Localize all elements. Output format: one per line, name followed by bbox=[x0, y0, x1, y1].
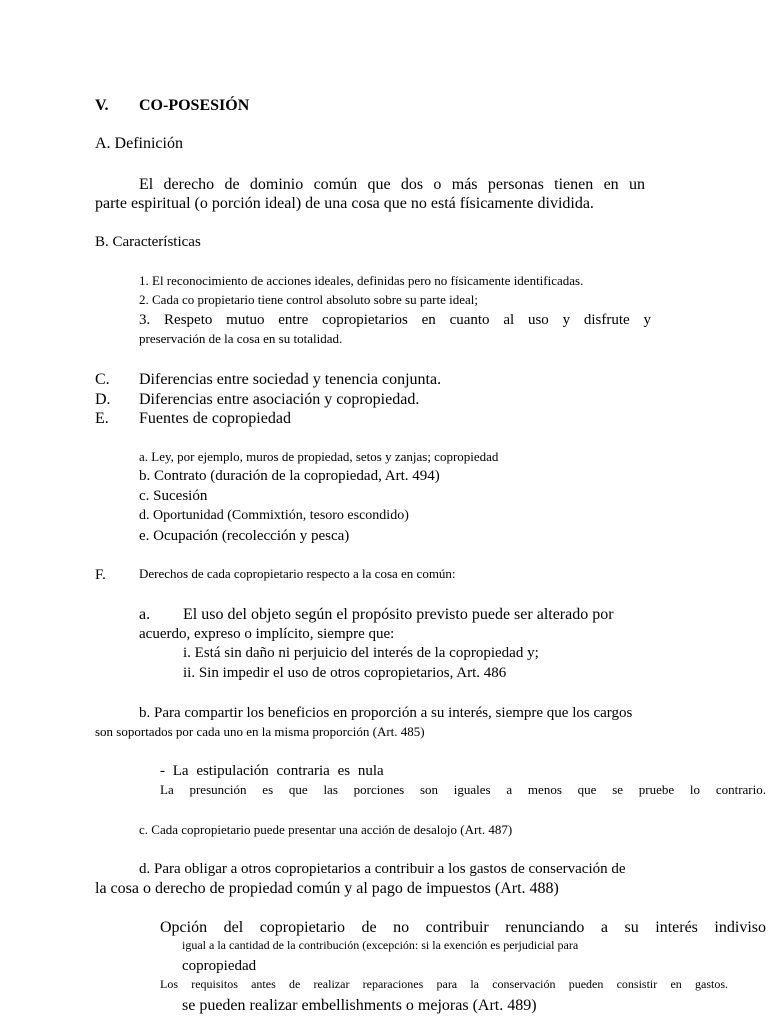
option-line-3: copropiedad bbox=[182, 958, 257, 974]
characteristic-1: 1. El reconocimiento de acciones ideales, definidas pero no físicamente identificadas. bbox=[139, 273, 584, 288]
source-e: e. Ocupación (recolección y pesca) bbox=[139, 528, 350, 544]
characteristic-3-line-1: 3. Respeto mutuo entre copropietarios en cuanto al uso y disfrute y bbox=[139, 312, 651, 328]
source-a: a. Ley, por ejemplo, muros de propiedad, setos y zanjas; copropiedad bbox=[139, 449, 499, 464]
requirements-line: Los requisitos antes de realizar reparaciones para la conservación pueden consistir en gastos. bbox=[160, 977, 728, 991]
right-b-line-2: son soportados por cada uno en la misma proporción (Art. 485) bbox=[95, 724, 425, 739]
item-e-text: Fuentes de copropiedad bbox=[139, 410, 291, 427]
right-a-label: a. bbox=[139, 606, 151, 623]
characteristic-2: 2. Cada co propietario tiene control absoluto sobre su parte ideal; bbox=[139, 292, 478, 307]
right-a-ii: ii. Sin impedir el uso de otros copropietarios, Art. 486 bbox=[183, 665, 507, 681]
source-c: c. Sucesión bbox=[139, 488, 208, 504]
source-b: b. Contrato (duración de la copropiedad, Art. 494) bbox=[139, 468, 440, 484]
heading-a: A. Definición bbox=[95, 135, 183, 152]
item-c-text: Diferencias entre sociedad y tenencia conjunta. bbox=[139, 371, 442, 388]
option-line-2: igual a la cantidad de la contribución (excepción: si la exención es perjudicial para bbox=[182, 938, 579, 952]
right-b-note-1: - La estipulación contraria es nula bbox=[160, 763, 384, 779]
option-line-1: Opción del copropietario de no contribuir renunciando a su interés indiviso bbox=[160, 919, 766, 936]
right-d-line-2: la cosa o derecho de propiedad común y al pago de impuestos (Art. 488) bbox=[95, 880, 559, 897]
characteristic-3-line-2: preservación de la cosa en su totalidad. bbox=[139, 331, 343, 346]
letter-f: F. bbox=[95, 567, 106, 583]
improvements-line: se pueden realizar embellishments o mejoras (Art. 489) bbox=[182, 997, 537, 1014]
source-d: d. Oportunidad (Commixtión, tesoro escondido) bbox=[139, 508, 409, 523]
heading-b: B. Características bbox=[95, 234, 201, 250]
right-d-line-1: d. Para obligar a otros copropietarios a contribuir a los gastos de conservación de bbox=[139, 861, 626, 877]
definition-line-2: parte espiritual (o porción ideal) de una cosa que no está físicamente dividida. bbox=[95, 195, 594, 212]
right-a-line-1: El uso del objeto según el propósito previsto puede ser alterado por bbox=[183, 606, 614, 623]
letter-c: C. bbox=[95, 371, 110, 388]
right-b-line-1: b. Para compartir los beneficios en proporción a su interés, siempre que los cargos bbox=[139, 705, 633, 721]
right-c-line: c. Cada copropietario puede presentar una acción de desalojo (Art. 487) bbox=[139, 822, 513, 837]
right-a-line-2: acuerdo, expreso o implícito, siempre que: bbox=[139, 626, 395, 642]
section-number: V. bbox=[95, 97, 109, 114]
item-f-text: Derechos de cada copropietario respecto a la cosa en común: bbox=[139, 566, 456, 581]
letter-e: E. bbox=[95, 410, 109, 427]
right-a-i: i. Está sin daño ni perjuicio del interés de la copropiedad y; bbox=[183, 645, 539, 661]
section-title: CO-POSESIÓN bbox=[139, 97, 250, 114]
definition-line-1: El derecho de dominio común que dos o más personas tienen en un bbox=[139, 176, 645, 193]
item-d-text: Diferencias entre asociación y copropiedad. bbox=[139, 391, 420, 408]
letter-d: D. bbox=[95, 391, 111, 408]
right-b-note-2: La presunción es que las porciones son iguales a menos que se pruebe lo contrario. bbox=[160, 782, 766, 797]
